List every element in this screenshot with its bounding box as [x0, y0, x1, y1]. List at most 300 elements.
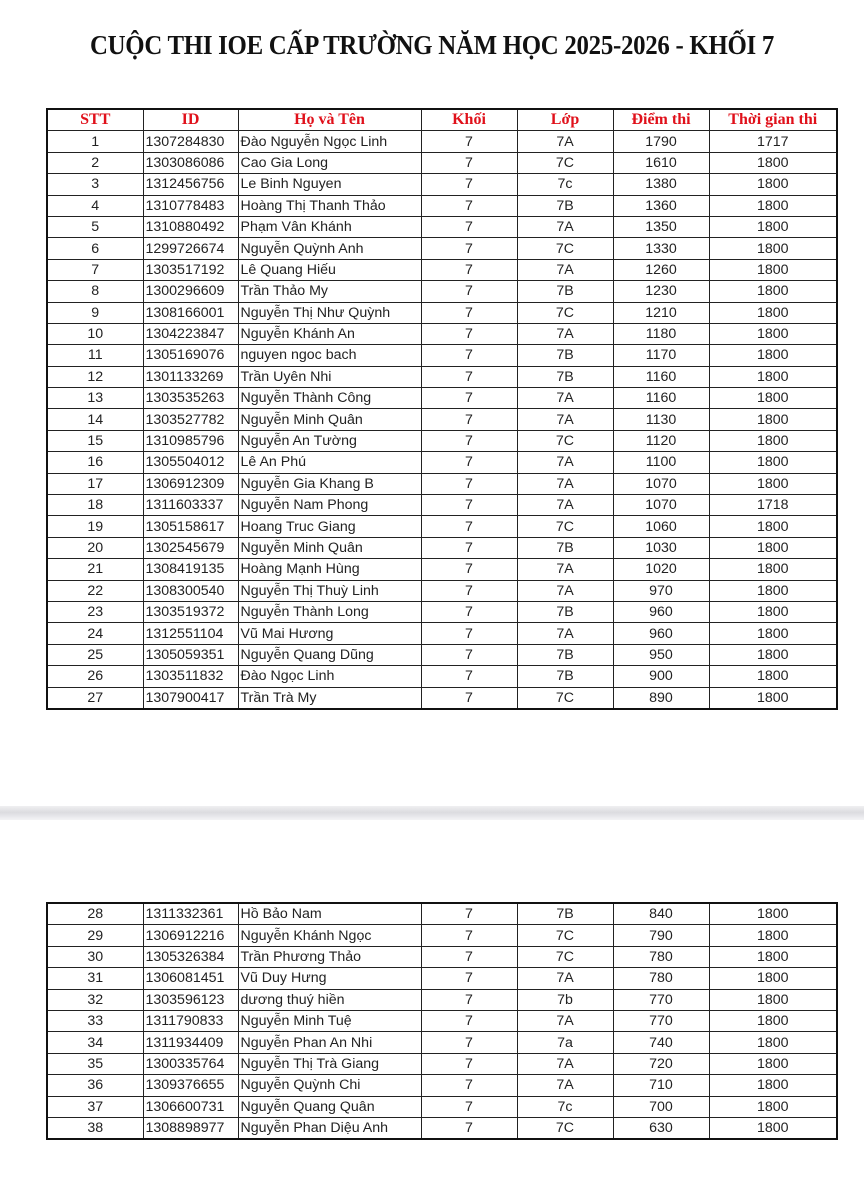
cell-time: 1800	[709, 644, 837, 665]
cell-class: 7B	[517, 903, 613, 925]
cell-full-name: Nguyễn Nam Phong	[238, 495, 421, 516]
cell-full-name: Trần Phương Thảo	[238, 946, 421, 967]
cell-full-name: Đào Nguyễn Ngọc Linh	[238, 131, 421, 152]
results-table-page-2	[46, 902, 838, 1140]
cell-stt: 15	[47, 430, 143, 451]
cell-score: 1380	[613, 174, 709, 195]
cell-score: 770	[613, 1010, 709, 1031]
table-row	[47, 409, 837, 430]
cell-class: 7A	[517, 216, 613, 237]
cell-stt: 36	[47, 1075, 143, 1096]
cell-stt: 26	[47, 666, 143, 687]
cell-full-name: Trần Thảo My	[238, 281, 421, 302]
cell-score: 710	[613, 1075, 709, 1096]
cell-id: 1303511832	[143, 666, 238, 687]
header-class: Lớp	[517, 109, 613, 131]
cell-stt: 30	[47, 946, 143, 967]
cell-stt: 6	[47, 238, 143, 259]
table-row	[47, 131, 837, 152]
cell-time: 1800	[709, 1010, 837, 1031]
cell-stt: 16	[47, 452, 143, 473]
cell-full-name: Nguyễn Phan An Nhi	[238, 1032, 421, 1053]
cell-full-name: Nguyễn Thị Trà Giang	[238, 1053, 421, 1074]
cell-full-name: Hoang Truc Giang	[238, 516, 421, 537]
cell-id: 1311790833	[143, 1010, 238, 1031]
cell-class: 7A	[517, 968, 613, 989]
cell-stt: 13	[47, 388, 143, 409]
cell-full-name: Le Binh Nguyen	[238, 174, 421, 195]
cell-class: 7A	[517, 259, 613, 280]
cell-full-name: Vũ Mai Hương	[238, 623, 421, 644]
cell-stt: 3	[47, 174, 143, 195]
cell-grade: 7	[421, 1032, 517, 1053]
cell-full-name: Lê Quang Hiếu	[238, 259, 421, 280]
cell-score: 1210	[613, 302, 709, 323]
cell-time: 1800	[709, 452, 837, 473]
cell-score: 780	[613, 946, 709, 967]
table-row	[47, 174, 837, 195]
cell-stt: 21	[47, 559, 143, 580]
cell-class: 7A	[517, 388, 613, 409]
cell-time: 1800	[709, 516, 837, 537]
cell-time: 1800	[709, 666, 837, 687]
cell-full-name: Nguyễn Quang Dũng	[238, 644, 421, 665]
table-row	[47, 580, 837, 601]
page-divider	[0, 806, 864, 820]
cell-score: 1790	[613, 131, 709, 152]
header-full-name: Họ và Tên	[238, 109, 421, 131]
table-row	[47, 195, 837, 216]
cell-stt: 20	[47, 537, 143, 558]
cell-score: 1260	[613, 259, 709, 280]
cell-grade: 7	[421, 452, 517, 473]
cell-id: 1306912216	[143, 925, 238, 946]
cell-class: 7B	[517, 601, 613, 622]
cell-time: 1800	[709, 968, 837, 989]
cell-stt: 22	[47, 580, 143, 601]
cell-time: 1800	[709, 216, 837, 237]
cell-grade: 7	[421, 516, 517, 537]
cell-full-name: Nguyễn Thành Long	[238, 601, 421, 622]
cell-stt: 11	[47, 345, 143, 366]
table-row	[47, 925, 837, 946]
table-row	[47, 388, 837, 409]
cell-full-name: Nguyễn Thành Công	[238, 388, 421, 409]
cell-stt: 35	[47, 1053, 143, 1074]
cell-id: 1311934409	[143, 1032, 238, 1053]
cell-full-name: Nguyễn Minh Quân	[238, 409, 421, 430]
cell-score: 1160	[613, 388, 709, 409]
cell-score: 1330	[613, 238, 709, 259]
table-row	[47, 345, 837, 366]
header-score: Điểm thi	[613, 109, 709, 131]
cell-grade: 7	[421, 968, 517, 989]
cell-full-name: Cao Gia Long	[238, 152, 421, 173]
cell-id: 1308166001	[143, 302, 238, 323]
cell-score: 1120	[613, 430, 709, 451]
cell-id: 1299726674	[143, 238, 238, 259]
cell-score: 780	[613, 968, 709, 989]
cell-grade: 7	[421, 131, 517, 152]
cell-grade: 7	[421, 345, 517, 366]
cell-class: 7B	[517, 366, 613, 387]
cell-time: 1800	[709, 366, 837, 387]
table-row	[47, 968, 837, 989]
cell-id: 1312551104	[143, 623, 238, 644]
cell-id: 1303086086	[143, 152, 238, 173]
cell-class: 7B	[517, 195, 613, 216]
cell-stt: 28	[47, 903, 143, 925]
cell-stt: 38	[47, 1117, 143, 1139]
cell-grade: 7	[421, 989, 517, 1010]
cell-score: 1360	[613, 195, 709, 216]
cell-stt: 9	[47, 302, 143, 323]
table-row	[47, 537, 837, 558]
cell-id: 1303527782	[143, 409, 238, 430]
cell-full-name: Nguyễn Quỳnh Anh	[238, 238, 421, 259]
header-stt: STT	[47, 109, 143, 131]
cell-time: 1800	[709, 302, 837, 323]
cell-grade: 7	[421, 366, 517, 387]
cell-score: 900	[613, 666, 709, 687]
cell-stt: 37	[47, 1096, 143, 1117]
cell-full-name: Nguyễn Quỳnh Chi	[238, 1075, 421, 1096]
cell-score: 790	[613, 925, 709, 946]
cell-class: 7C	[517, 516, 613, 537]
cell-full-name: Trần Uyên Nhi	[238, 366, 421, 387]
cell-stt: 25	[47, 644, 143, 665]
cell-class: 7c	[517, 1096, 613, 1117]
cell-class: 7B	[517, 644, 613, 665]
cell-stt: 34	[47, 1032, 143, 1053]
cell-score: 1350	[613, 216, 709, 237]
table-row	[47, 259, 837, 280]
results-table-page-1	[46, 108, 838, 710]
cell-grade: 7	[421, 925, 517, 946]
cell-time: 1800	[709, 409, 837, 430]
cell-full-name: nguyen ngoc bach	[238, 345, 421, 366]
cell-time: 1800	[709, 238, 837, 259]
cell-score: 950	[613, 644, 709, 665]
cell-stt: 31	[47, 968, 143, 989]
cell-grade: 7	[421, 174, 517, 195]
table-row	[47, 989, 837, 1010]
cell-class: 7A	[517, 495, 613, 516]
cell-grade: 7	[421, 946, 517, 967]
cell-class: 7B	[517, 281, 613, 302]
cell-score: 1020	[613, 559, 709, 580]
cell-stt: 2	[47, 152, 143, 173]
table-row	[47, 430, 837, 451]
cell-score: 700	[613, 1096, 709, 1117]
table-row	[47, 623, 837, 644]
cell-id: 1308300540	[143, 580, 238, 601]
header-id: ID	[143, 109, 238, 131]
cell-stt: 17	[47, 473, 143, 494]
cell-id: 1310778483	[143, 195, 238, 216]
cell-id: 1305504012	[143, 452, 238, 473]
cell-class: 7A	[517, 559, 613, 580]
cell-stt: 8	[47, 281, 143, 302]
cell-class: 7C	[517, 152, 613, 173]
table-row	[47, 1032, 837, 1053]
cell-time: 1800	[709, 580, 837, 601]
cell-grade: 7	[421, 281, 517, 302]
cell-id: 1308419135	[143, 559, 238, 580]
cell-id: 1311603337	[143, 495, 238, 516]
cell-grade: 7	[421, 559, 517, 580]
cell-class: 7A	[517, 1075, 613, 1096]
cell-class: 7A	[517, 323, 613, 344]
cell-full-name: Nguyễn Khánh Ngọc	[238, 925, 421, 946]
table-row	[47, 1117, 837, 1139]
cell-grade: 7	[421, 1075, 517, 1096]
cell-time: 1800	[709, 473, 837, 494]
cell-class: 7a	[517, 1032, 613, 1053]
cell-class: 7A	[517, 131, 613, 152]
table-row	[47, 216, 837, 237]
cell-id: 1300335764	[143, 1053, 238, 1074]
cell-id: 1306600731	[143, 1096, 238, 1117]
cell-full-name: Vũ Duy Hưng	[238, 968, 421, 989]
cell-grade: 7	[421, 903, 517, 925]
cell-score: 840	[613, 903, 709, 925]
cell-stt: 7	[47, 259, 143, 280]
cell-stt: 4	[47, 195, 143, 216]
cell-score: 630	[613, 1117, 709, 1139]
header-time: Thời gian thi	[709, 109, 837, 131]
cell-time: 1800	[709, 946, 837, 967]
cell-time: 1800	[709, 1075, 837, 1096]
cell-score: 1170	[613, 345, 709, 366]
cell-score: 1230	[613, 281, 709, 302]
cell-stt: 12	[47, 366, 143, 387]
table-row	[47, 495, 837, 516]
cell-time: 1800	[709, 152, 837, 173]
cell-id: 1306912309	[143, 473, 238, 494]
cell-grade: 7	[421, 580, 517, 601]
cell-time: 1800	[709, 281, 837, 302]
cell-id: 1306081451	[143, 968, 238, 989]
cell-id: 1307284830	[143, 131, 238, 152]
table-row	[47, 903, 837, 925]
cell-time: 1800	[709, 903, 837, 925]
cell-score: 770	[613, 989, 709, 1010]
cell-class: 7A	[517, 473, 613, 494]
cell-time: 1800	[709, 1096, 837, 1117]
cell-stt: 5	[47, 216, 143, 237]
cell-full-name: Hồ Bảo Nam	[238, 903, 421, 925]
cell-id: 1310880492	[143, 216, 238, 237]
cell-id: 1303517192	[143, 259, 238, 280]
cell-stt: 33	[47, 1010, 143, 1031]
cell-id: 1301133269	[143, 366, 238, 387]
header-grade: Khối	[421, 109, 517, 131]
cell-score: 1070	[613, 495, 709, 516]
cell-id: 1311332361	[143, 903, 238, 925]
cell-grade: 7	[421, 323, 517, 344]
cell-time: 1800	[709, 601, 837, 622]
cell-time: 1800	[709, 323, 837, 344]
cell-id: 1304223847	[143, 323, 238, 344]
cell-score: 720	[613, 1053, 709, 1074]
cell-grade: 7	[421, 601, 517, 622]
cell-class: 7B	[517, 345, 613, 366]
table-row	[47, 1053, 837, 1074]
table-header-row	[47, 109, 837, 131]
table-row	[47, 601, 837, 622]
cell-grade: 7	[421, 1010, 517, 1031]
cell-full-name: Phạm Vân Khánh	[238, 216, 421, 237]
table-row	[47, 323, 837, 344]
cell-time: 1800	[709, 174, 837, 195]
table-row	[47, 946, 837, 967]
cell-full-name: Nguyễn Khánh An	[238, 323, 421, 344]
cell-stt: 23	[47, 601, 143, 622]
cell-stt: 29	[47, 925, 143, 946]
table-row	[47, 473, 837, 494]
cell-grade: 7	[421, 537, 517, 558]
cell-grade: 7	[421, 152, 517, 173]
cell-class: 7C	[517, 238, 613, 259]
table-row	[47, 1075, 837, 1096]
table-body	[47, 903, 837, 1139]
cell-full-name: Nguyễn Thị Thuỳ Linh	[238, 580, 421, 601]
cell-id: 1305059351	[143, 644, 238, 665]
table-row	[47, 559, 837, 580]
cell-score: 1060	[613, 516, 709, 537]
cell-time: 1800	[709, 1117, 837, 1139]
cell-time: 1800	[709, 989, 837, 1010]
cell-score: 740	[613, 1032, 709, 1053]
cell-stt: 14	[47, 409, 143, 430]
cell-grade: 7	[421, 623, 517, 644]
table-row	[47, 687, 837, 709]
cell-time: 1718	[709, 495, 837, 516]
cell-class: 7A	[517, 1053, 613, 1074]
cell-class: 7A	[517, 580, 613, 601]
cell-time: 1800	[709, 623, 837, 644]
cell-id: 1303596123	[143, 989, 238, 1010]
cell-score: 1030	[613, 537, 709, 558]
cell-grade: 7	[421, 1053, 517, 1074]
cell-class: 7B	[517, 537, 613, 558]
cell-id: 1300296609	[143, 281, 238, 302]
table-row	[47, 516, 837, 537]
cell-full-name: Hoàng Mạnh Hùng	[238, 559, 421, 580]
cell-score: 1610	[613, 152, 709, 173]
cell-class: 7C	[517, 302, 613, 323]
cell-id: 1309376655	[143, 1075, 238, 1096]
cell-stt: 32	[47, 989, 143, 1010]
cell-grade: 7	[421, 1117, 517, 1139]
cell-full-name: Đào Ngọc Linh	[238, 666, 421, 687]
cell-grade: 7	[421, 495, 517, 516]
cell-stt: 24	[47, 623, 143, 644]
cell-class: 7A	[517, 623, 613, 644]
cell-score: 960	[613, 623, 709, 644]
cell-id: 1302545679	[143, 537, 238, 558]
cell-time: 1800	[709, 537, 837, 558]
cell-class: 7b	[517, 989, 613, 1010]
cell-score: 890	[613, 687, 709, 709]
cell-grade: 7	[421, 302, 517, 323]
cell-class: 7C	[517, 1117, 613, 1139]
cell-full-name: Nguyễn Minh Quân	[238, 537, 421, 558]
table-row	[47, 644, 837, 665]
cell-grade: 7	[421, 238, 517, 259]
cell-time: 1800	[709, 1053, 837, 1074]
cell-id: 1305158617	[143, 516, 238, 537]
cell-class: 7C	[517, 925, 613, 946]
cell-time: 1800	[709, 1032, 837, 1053]
cell-score: 1100	[613, 452, 709, 473]
cell-id: 1305169076	[143, 345, 238, 366]
cell-class: 7A	[517, 1010, 613, 1031]
cell-class: 7A	[517, 409, 613, 430]
cell-class: 7B	[517, 666, 613, 687]
cell-grade: 7	[421, 473, 517, 494]
cell-grade: 7	[421, 1096, 517, 1117]
cell-grade: 7	[421, 644, 517, 665]
cell-grade: 7	[421, 666, 517, 687]
table-row	[47, 238, 837, 259]
cell-stt: 1	[47, 131, 143, 152]
cell-stt: 19	[47, 516, 143, 537]
cell-class: 7C	[517, 946, 613, 967]
cell-full-name: Nguyễn An Tường	[238, 430, 421, 451]
cell-full-name: Hoàng Thị Thanh Thảo	[238, 195, 421, 216]
page-title: CUỘC THI IOE CẤP TRƯỜNG NĂM HỌC 2025-2026 - KHỐI 7	[89, 30, 775, 60]
cell-stt: 18	[47, 495, 143, 516]
cell-id: 1312456756	[143, 174, 238, 195]
cell-stt: 27	[47, 687, 143, 709]
cell-full-name: Trần Trà My	[238, 687, 421, 709]
cell-grade: 7	[421, 195, 517, 216]
table-body	[47, 131, 837, 709]
cell-grade: 7	[421, 430, 517, 451]
table-row	[47, 152, 837, 173]
cell-score: 970	[613, 580, 709, 601]
cell-id: 1307900417	[143, 687, 238, 709]
cell-grade: 7	[421, 216, 517, 237]
cell-stt: 10	[47, 323, 143, 344]
cell-grade: 7	[421, 687, 517, 709]
cell-grade: 7	[421, 409, 517, 430]
cell-full-name: Nguyễn Phan Diệu Anh	[238, 1117, 421, 1139]
cell-id: 1303519372	[143, 601, 238, 622]
cell-class: 7A	[517, 452, 613, 473]
cell-score: 960	[613, 601, 709, 622]
cell-time: 1800	[709, 345, 837, 366]
cell-time: 1800	[709, 388, 837, 409]
cell-full-name: Nguyễn Thị Như Quỳnh	[238, 302, 421, 323]
cell-score: 1070	[613, 473, 709, 494]
cell-full-name: Nguyễn Gia Khang B	[238, 473, 421, 494]
table-row	[47, 1096, 837, 1117]
table-row	[47, 452, 837, 473]
cell-time: 1800	[709, 430, 837, 451]
cell-id: 1303535263	[143, 388, 238, 409]
cell-time: 1800	[709, 687, 837, 709]
cell-score: 1180	[613, 323, 709, 344]
cell-score: 1160	[613, 366, 709, 387]
cell-id: 1305326384	[143, 946, 238, 967]
cell-class: 7C	[517, 687, 613, 709]
cell-grade: 7	[421, 388, 517, 409]
cell-grade: 7	[421, 259, 517, 280]
cell-id: 1310985796	[143, 430, 238, 451]
